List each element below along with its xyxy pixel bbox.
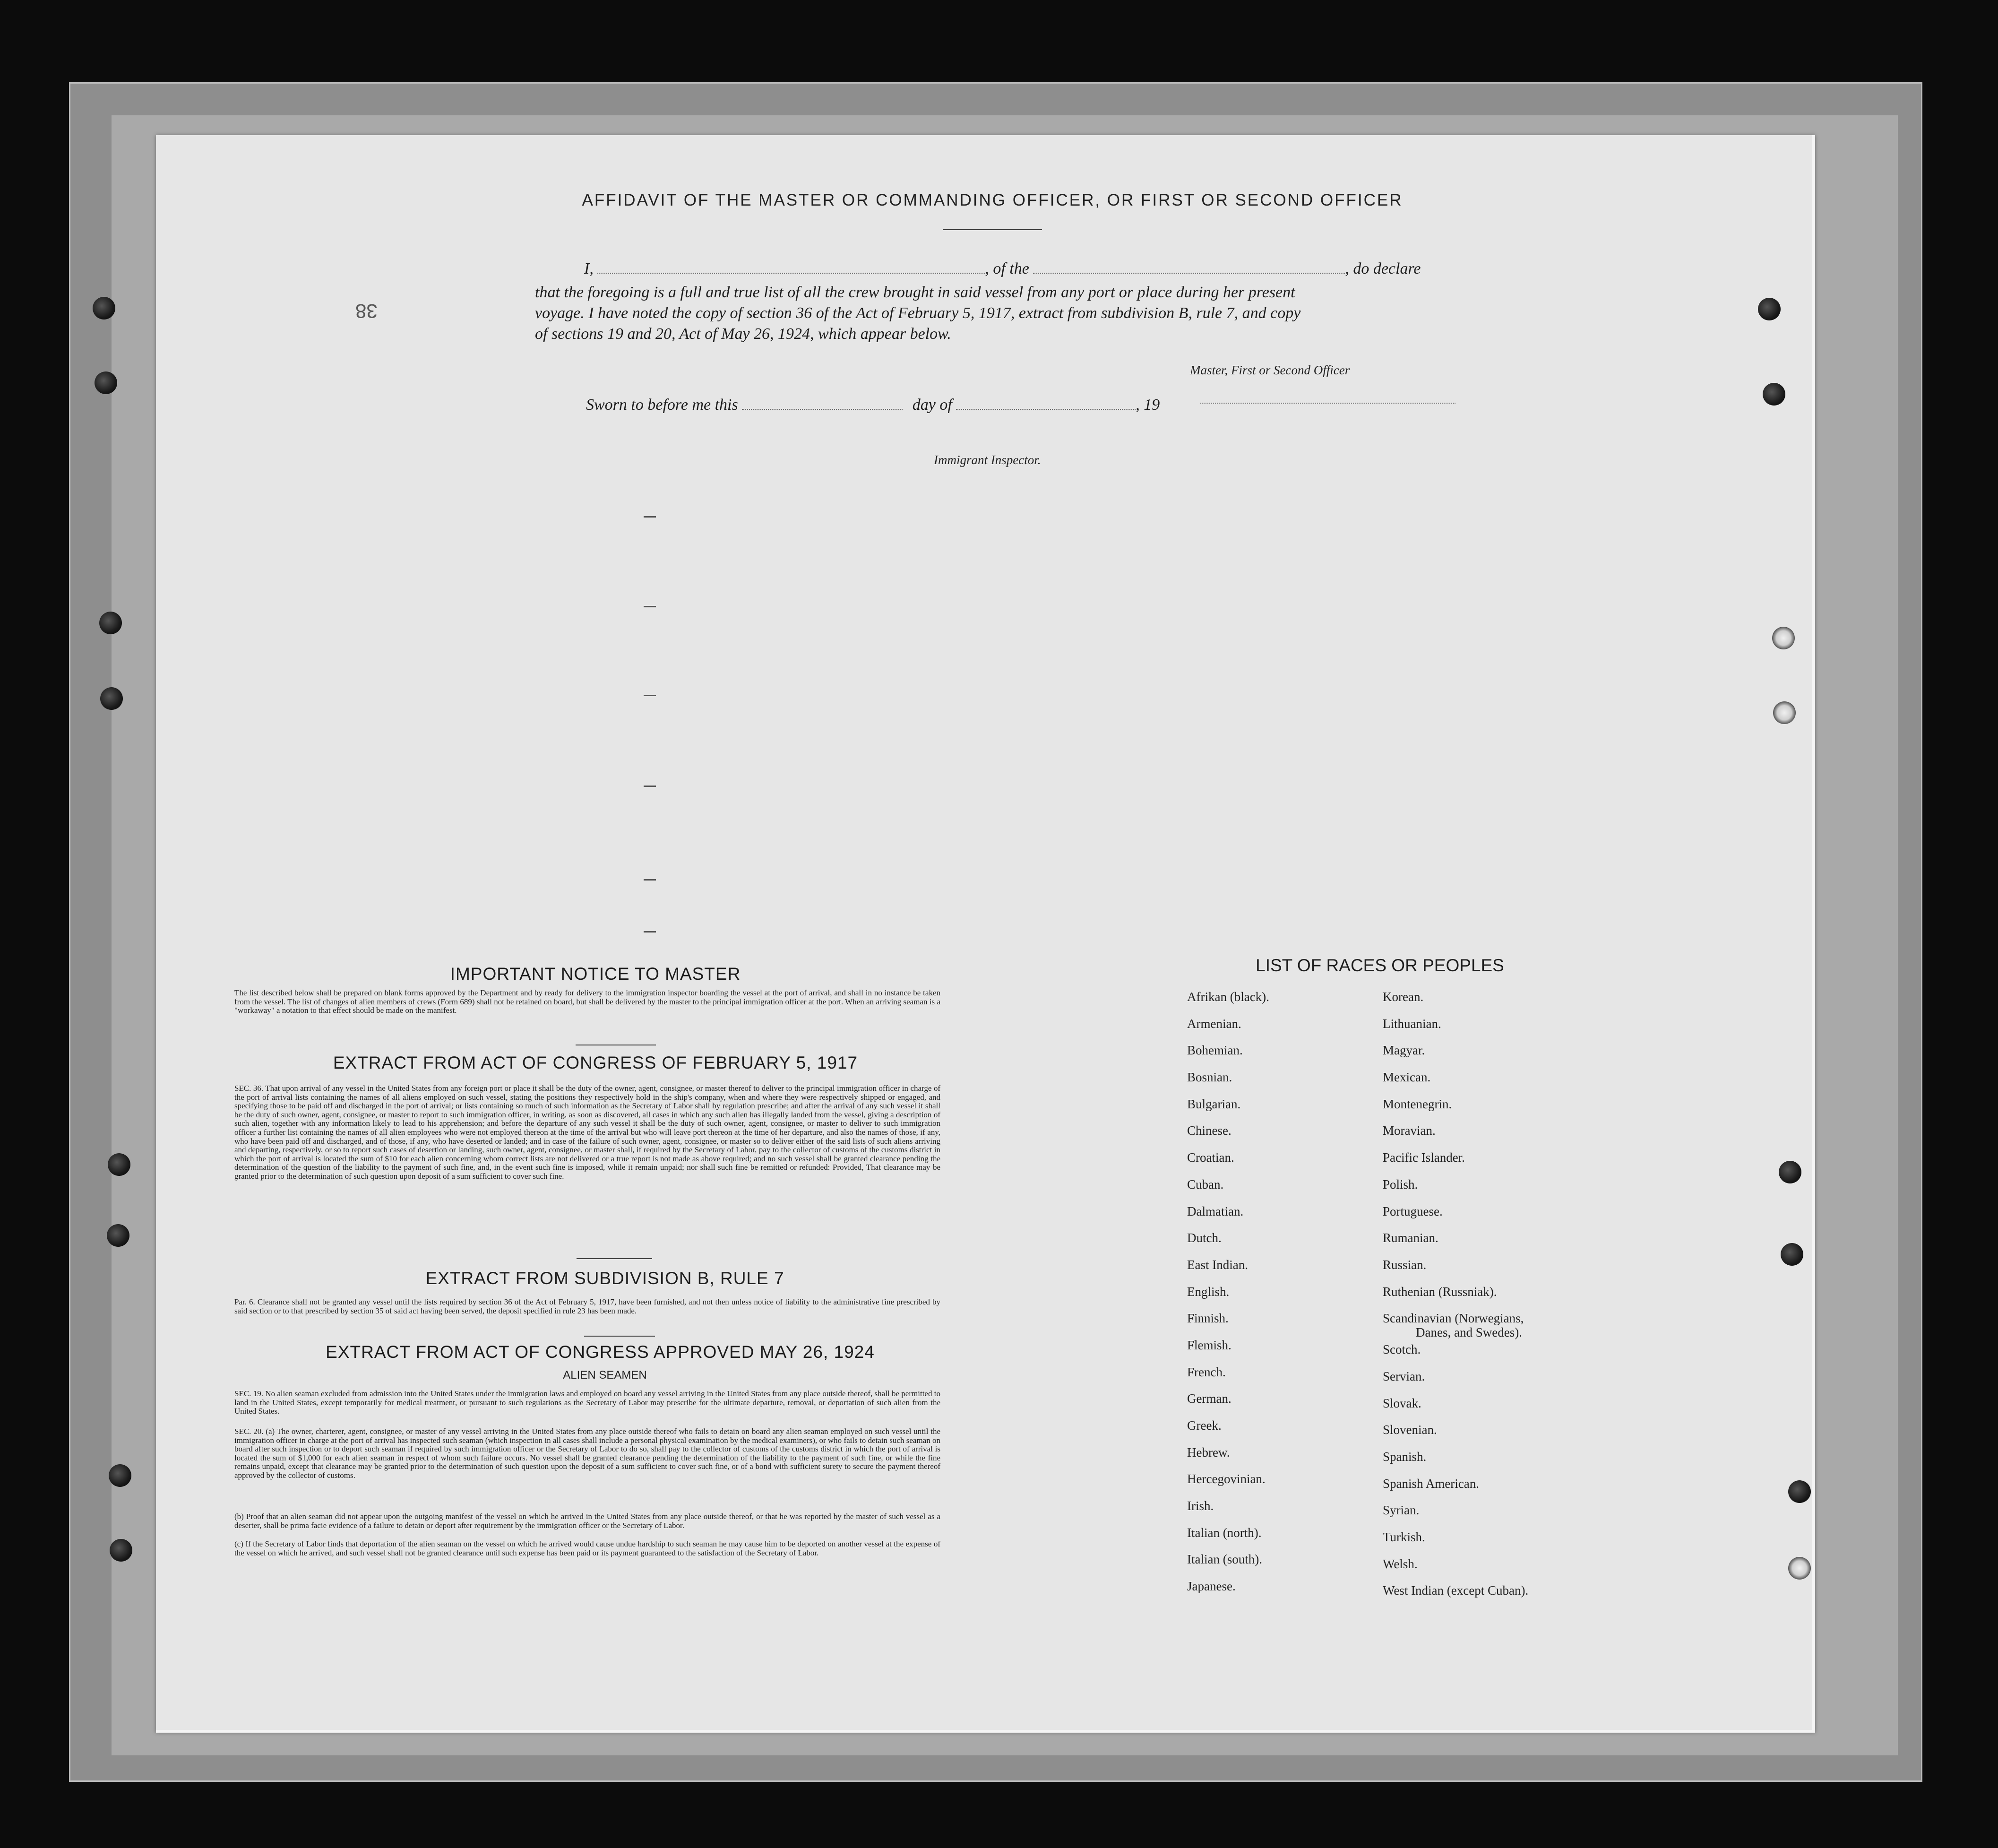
race-item: Moravian. bbox=[1383, 1123, 1436, 1138]
sworn-month-blank[interactable] bbox=[956, 409, 1136, 410]
binder-hole bbox=[108, 1153, 130, 1176]
sworn-day-blank[interactable] bbox=[742, 409, 903, 410]
race-item: Greek. bbox=[1187, 1418, 1222, 1433]
race-item: Spanish. bbox=[1383, 1450, 1427, 1464]
binder-hole bbox=[1772, 627, 1795, 649]
binder-hole bbox=[99, 612, 122, 634]
race-item-line: Danes, and Swedes). bbox=[1416, 1325, 1522, 1340]
sworn-day-of: day of bbox=[912, 396, 952, 414]
margin-tick bbox=[644, 606, 656, 607]
race-item: German. bbox=[1187, 1391, 1232, 1406]
margin-tick bbox=[644, 931, 656, 933]
race-item: Russian. bbox=[1383, 1257, 1427, 1272]
race-item: Finnish. bbox=[1187, 1311, 1229, 1326]
notice-title: IMPORTANT NOTICE TO MASTER bbox=[450, 964, 741, 984]
declaration-line-1 bbox=[584, 258, 1449, 280]
race-item: Montenegrin. bbox=[1383, 1097, 1452, 1111]
race-item: Spanish American. bbox=[1383, 1476, 1479, 1491]
race-item: Lithuanian. bbox=[1383, 1016, 1441, 1031]
race-item: Hebrew. bbox=[1187, 1445, 1230, 1459]
race-item: Mexican. bbox=[1383, 1070, 1431, 1085]
race-item: Turkish. bbox=[1383, 1530, 1425, 1545]
race-item: Ruthenian (Russniak). bbox=[1383, 1284, 1497, 1299]
extract-1924-title: EXTRACT FROM ACT OF CONGRESS APPROVED MAY 26, 1924 bbox=[326, 1342, 875, 1362]
binder-hole bbox=[1758, 298, 1781, 320]
races-right-column bbox=[1383, 990, 1581, 1610]
race-item: Magyar. bbox=[1383, 1043, 1425, 1058]
race-item: Japanese. bbox=[1187, 1579, 1236, 1594]
inspector-label: Immigrant Inspector. bbox=[934, 453, 1041, 467]
race-item: Rumanian. bbox=[1383, 1231, 1438, 1245]
race-item bbox=[1383, 1311, 1581, 1342]
alien-seamen-subtitle: ALIEN SEAMEN bbox=[563, 1369, 647, 1382]
title-divider bbox=[943, 229, 1042, 230]
declaration-do-declare: , do declare bbox=[1345, 260, 1421, 277]
race-item: Slovenian. bbox=[1383, 1423, 1437, 1437]
margin-tick bbox=[644, 786, 656, 787]
signature-rule bbox=[1200, 403, 1455, 404]
race-item: Slovak. bbox=[1383, 1396, 1421, 1410]
declaration-line-3: voyage. I have noted the copy of section 36 of the Act of February 5, 1917, extract from subdivision B, rule 7, and copy bbox=[535, 304, 1301, 322]
binder-hole bbox=[1788, 1557, 1811, 1580]
binder-hole bbox=[1763, 383, 1785, 406]
race-item: West Indian (except Cuban). bbox=[1383, 1583, 1529, 1598]
race-item: Welsh. bbox=[1383, 1556, 1418, 1571]
race-item: Dalmatian. bbox=[1187, 1204, 1244, 1218]
race-item: Portuguese. bbox=[1383, 1204, 1443, 1218]
extract-1917-text: SEC. 36. That upon arrival of any vessel in the United States from any foreign port or place it shall be the duty of the owner, agent, consignee, or master thereof to deliver to the principal immigration officer in charge of the port of arrival lists containing the names of all aliens employed on such vessel, stating the positions they respectively hold in the ship's company, when and where they were respectively shipped or engaged, and specifying those to be paid off and discharged in the port of arrival; or lists containing so much of such information as the Secretary of Labor shall by regulation prescribe; and after the arrival of any such vessel it shall be the duty of such owner, agent, consignee, or master to report to such immigration officer, in writing, as soon as discovered, all cases in which any such alien has illegally landed from the vessel, giving a description of such alien, together with any information likely to lead to his apprehension; and before the departure of any such vessel it shall be the duty of such owner, agent, consignee, or master to deliver to such immigration officer a further list containing the names of all alien employees who were not employed thereon at the time of the arrival but who will leave port thereon at the time of her departure, and also the names of those, if any, who have been paid off and discharged, and of those, if any, who have deserted or landed; and in case of the failure of such owner, agent, consignee, or master so to deliver either of the said lists of such aliens arriving and departing, respectively, or so to report such cases of desertion or landing, such owner, agent, consignee, or master shall, if required by the Secretary of Labor, pay to the collector of customs of the customs district in which the port of arrival is located the sum of $10 for each alien concerning whom correct lists are not delivered or a true report is not made as above required; and no such vessel shall be granted clearance pending the determination of the question of the liability to the payment of such fine, and, in the event such fine is imposed, while it remain unpaid; nor shall such fine be remitted or refunded: Provided, That clearance may be granted prior to the determination of such question upon deposit of a sum sufficient to cover such fine. bbox=[234, 1084, 940, 1181]
extract-rule7-title: EXTRACT FROM SUBDIVISION B, RULE 7 bbox=[425, 1269, 784, 1288]
race-item: Armenian. bbox=[1187, 1016, 1241, 1031]
race-item: Bohemian. bbox=[1187, 1043, 1243, 1058]
binder-hole bbox=[95, 371, 117, 394]
sworn-line bbox=[586, 394, 1295, 416]
notice-text: The list described below shall be prepared on blank forms approved by the Department and by ready for delivery to the immigration inspector boarding the vessel at the port of arrival, and shall in no instance be taken from the vessel. The list of changes of alien members of crews (Form 689) shall not be retained on board, but shall be delivered by the master to the principal immigration officer at the port. When an arriving seaman is a "workaway" a notation to that effect should be made on the manifest. bbox=[234, 988, 940, 1015]
race-item: Hercegovinian. bbox=[1187, 1472, 1266, 1486]
races-title: LIST OF RACES OR PEOPLES bbox=[1256, 956, 1504, 975]
race-item-line: Scandinavian (Norwegians, bbox=[1383, 1311, 1524, 1326]
race-item: Afrikan (black). bbox=[1187, 990, 1269, 1004]
races-left-column bbox=[1187, 990, 1386, 1606]
binder-hole bbox=[110, 1539, 132, 1562]
race-item: Italian (north). bbox=[1187, 1525, 1262, 1540]
extract-1924-sec19: SEC. 19. No alien seaman excluded from admission into the United States under the immigration laws and employed on board any vessel arriving in the United States from any place outside thereof, shall be permitted to land in the United States, except temporarily for medical treatment, or pursuant to such regulations as the Secretary of Labor may prescribe for the ultimate departure, removal, or deportation of such alien from the United States. bbox=[234, 1389, 940, 1416]
race-item: Croatian. bbox=[1187, 1150, 1234, 1165]
margin-tick bbox=[644, 879, 656, 881]
signature-label: Master, First or Second Officer bbox=[1190, 363, 1350, 377]
affidavit-title: AFFIDAVIT OF THE MASTER OR COMMANDING OFFICER, OR FIRST OR SECOND OFFICER bbox=[582, 191, 1403, 209]
race-item: Servian. bbox=[1383, 1369, 1425, 1383]
section-divider bbox=[577, 1258, 652, 1259]
race-item: Pacific Islander. bbox=[1383, 1150, 1465, 1165]
name-blank[interactable] bbox=[597, 273, 985, 274]
extract-rule7-text: Par. 6. Clearance shall not be granted any vessel until the lists required by section 36 of the Act of February 5, 1917, have been furnished, and not then unless notice of liability to the administrative fine prescribed by said section or to that prescribed by section 35 of said act having been served, the deposit specified in rule 23 has been made. bbox=[234, 1297, 940, 1315]
race-item: Cuban. bbox=[1187, 1177, 1224, 1192]
sworn-year: , 19 bbox=[1136, 396, 1160, 414]
binder-hole bbox=[1788, 1480, 1811, 1503]
race-item: Bulgarian. bbox=[1187, 1097, 1241, 1111]
handwritten-page-number: 38 bbox=[355, 300, 378, 322]
race-item: Dutch. bbox=[1187, 1231, 1222, 1245]
race-item: Syrian. bbox=[1383, 1503, 1420, 1518]
vessel-blank[interactable] bbox=[1033, 273, 1345, 274]
binder-hole bbox=[100, 687, 123, 710]
declaration-of-the: , of the bbox=[985, 260, 1029, 277]
race-item: Italian (south). bbox=[1187, 1552, 1262, 1567]
race-item: East Indian. bbox=[1187, 1257, 1248, 1272]
race-item: Irish. bbox=[1187, 1499, 1214, 1513]
binder-hole bbox=[1773, 701, 1796, 724]
race-item: Polish. bbox=[1383, 1177, 1418, 1192]
race-item: English. bbox=[1187, 1284, 1230, 1299]
sworn-prefix: Sworn to before me this bbox=[586, 396, 738, 414]
margin-tick bbox=[644, 695, 656, 696]
binder-hole bbox=[107, 1224, 129, 1247]
race-item: Bosnian. bbox=[1187, 1070, 1232, 1085]
binder-hole bbox=[1779, 1161, 1801, 1183]
race-item: French. bbox=[1187, 1364, 1226, 1379]
declaration-line-4: of sections 19 and 20, Act of May 26, 1924, which appear below. bbox=[535, 325, 951, 343]
binder-hole bbox=[93, 297, 115, 320]
race-item: Flemish. bbox=[1187, 1338, 1232, 1352]
race-item: Korean. bbox=[1383, 990, 1424, 1004]
binder-hole bbox=[1781, 1243, 1803, 1266]
extract-1917-title: EXTRACT FROM ACT OF CONGRESS OF FEBRUARY 5, 1917 bbox=[333, 1053, 858, 1072]
extract-1924-sec20c: (c) If the Secretary of Labor finds that deportation of the alien seaman on the vessel on which he arrived would cause undue hardship to such seaman he may cause him to be deported on another vessel at the expense of the vessel on which he arrived, and such vessel shall not be granted clearance until such expense has been paid or its payment guaranteed to the satisfaction of the Secretary of Labor. bbox=[234, 1539, 940, 1557]
race-item: Chinese. bbox=[1187, 1123, 1232, 1138]
section-divider bbox=[584, 1336, 655, 1337]
margin-tick bbox=[644, 516, 656, 518]
extract-1924-sec20a: SEC. 20. (a) The owner, charterer, agent, consignee, or master of any vessel arriving in the United States from any place outside thereof who fails to detain on board any alien seaman employed on such vessel until the immigration officer in charge at the port of arrival has inspected such seaman (which inspection in all cases shall include a personal physical examination by the medical examiners), or who fails to detain such seaman on board after such inspection or to deport such seaman if required by such immigration officer or the Secretary of Labor to do so, shall pay to the collector of customs of the customs district in which the port of arrival is located the sum of $1,000 for each alien seaman in respect of whom such failure occurs. No vessel shall be granted clearance pending the determination of the liability to the payment of such fine, or while the fine remains unpaid, except that clearance may be granted prior to the determination of such question upon the deposit of a sum sufficient to cover such fine, or of a bond with sufficient surety to secure the payment thereof approved by the collector of customs. bbox=[234, 1427, 940, 1480]
binder-hole bbox=[109, 1464, 131, 1487]
declaration-i: I, bbox=[584, 260, 594, 277]
declaration-line-2: that the foregoing is a full and true list of all the crew brought in said vessel from any port or place during her present bbox=[535, 284, 1295, 301]
race-item: Scotch. bbox=[1383, 1342, 1421, 1357]
extract-1924-sec20b: (b) Proof that an alien seaman did not appear upon the outgoing manifest of the vessel on which he arrived in the United States from any place outside thereof, or that he was reported by the master of such vessel as a deserter, shall be prima facie evidence of a failure to detain or deport after requirement by the immigration officer or the Secretary of Labor. bbox=[234, 1512, 940, 1530]
